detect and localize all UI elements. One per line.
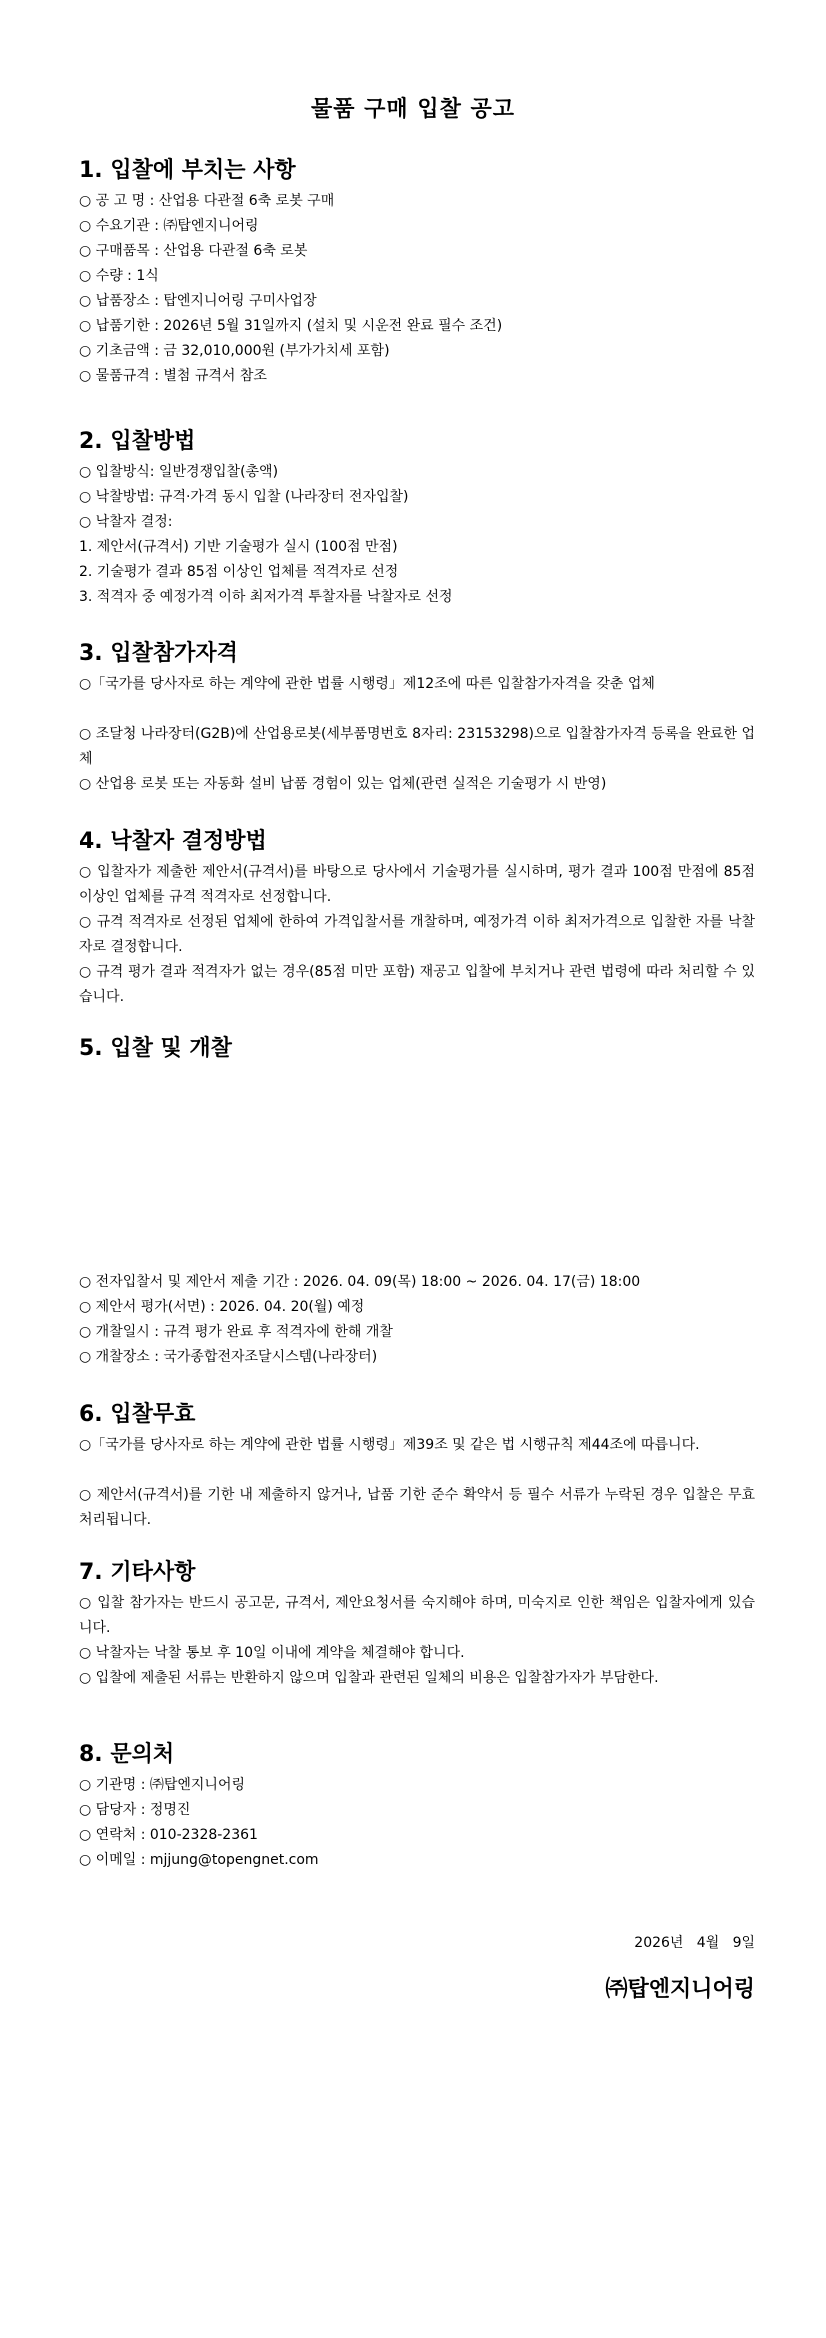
issuer-company: ㈜탑엔지니어링: [605, 1977, 755, 2002]
s8-item-email: ○ 이메일 : mjjung@topengnet.com: [79, 1852, 319, 1868]
notice-date: 2026년 4월 9일: [634, 1935, 755, 1951]
s5-item-opening-date: ○ 개찰일시 : 규격 평가 완료 후 적격자에 한해 개찰: [79, 1324, 393, 1340]
s2-step-3: 3. 적격자 중 예정가격 이하 최저가격 투찰자를 낙찰자로 선정: [79, 589, 453, 605]
s1-item-purchase-item: ○ 구매품목 : 산업용 다관절 6축 로봇: [79, 243, 308, 259]
s1-item-base-amount: ○ 기초금액 : 금 32,010,000원 (부가가치세 포함): [79, 343, 390, 359]
section-4-heading: 4. 낙찰자 결정방법: [79, 829, 267, 854]
s6-item-invalid: ○ 제안서(규격서)를 기한 내 제출하지 않거나, 납품 기한 준수 확약서 등 필수 서류가 누락된 경우 입찰은 무효 처리됩니다.: [79, 1487, 755, 1528]
s1-item-quantity: ○ 수량 : 1식: [79, 268, 159, 284]
s8-item-contact-person: ○ 담당자 : 정명진: [79, 1802, 191, 1818]
section-8-heading: 8. 문의처: [79, 1742, 175, 1767]
s4-item-price-open: ○ 규격 적격자로 선정된 업체에 한하여 가격입찰서를 개찰하며, 예정가격 이하 최저가격으로 입찰한 자를 낙찰자로 결정합니다.: [79, 914, 755, 955]
s2-item-award-decision: ○ 낙찰자 결정:: [79, 514, 173, 530]
s4-item-tech-eval: ○ 입찰자가 제출한 제안서(규격서)를 바탕으로 당사에서 기술평가를 실시하며, 평가 결과 100점 만점에 85점 이상인 업체를 규격 적격자로 선정합니다.: [79, 864, 755, 905]
s3-item-law: ○「국가를 당사자로 하는 계약에 관한 법률 시행령」제12조에 따른 입찰참가자격을 갖춘 업체: [79, 676, 655, 692]
s4-item-no-qualifier: ○ 규격 평가 결과 적격자가 없는 경우(85점 미만 포함) 재공고 입찰에 부치거나 관련 법령에 따라 처리할 수 있습니다.: [79, 964, 755, 1005]
s2-step-2: 2. 기술평가 결과 85점 이상인 업체를 적격자로 선정: [79, 564, 399, 580]
section-2-heading: 2. 입찰방법: [79, 429, 196, 454]
s1-item-delivery-place: ○ 납품장소 : 탑엔지니어링 구미사업장: [79, 293, 317, 309]
s1-item-spec: ○ 물품규격 : 별첨 규격서 참조: [79, 368, 267, 384]
document-title: 물품 구매 입찰 공고: [311, 97, 515, 122]
s1-item-notice-name: ○ 공 고 명 : 산업용 다관절 6축 로봇 구매: [79, 193, 335, 209]
section-7-heading: 7. 기타사항: [79, 1560, 196, 1585]
s5-item-opening-place: ○ 개찰장소 : 국가종합전자조달시스템(나라장터): [79, 1349, 378, 1365]
s1-item-demand-agency: ○ 수요기관 : ㈜탑엔지니어링: [79, 218, 259, 234]
s8-item-agency: ○ 기관명 : ㈜탑엔지니어링: [79, 1777, 245, 1793]
section-1-heading: 1. 입찰에 부치는 사항: [79, 158, 296, 183]
s7-item-documents: ○ 입찰에 제출된 서류는 반환하지 않으며 입찰과 관련된 일체의 비용은 입찰참가자가 부담한다.: [79, 1670, 659, 1686]
s5-item-evaluation: ○ 제안서 평가(서면) : 2026. 04. 20(월) 예정: [79, 1299, 365, 1315]
s2-item-bid-type: ○ 입찰방식: 일반경쟁입찰(총액): [79, 464, 279, 480]
s3-item-g2b: ○ 조달청 나라장터(G2B)에 산업용로봇(세부품명번호 8자리: 23153298)으로 입찰참가자격 등록을 완료한 업체: [79, 726, 755, 767]
s5-item-submission-period: ○ 전자입찰서 및 제안서 제출 기간 : 2026. 04. 09(목) 18:00 ~ 2026. 04. 17(금) 18:00: [79, 1274, 641, 1290]
s2-item-award-method: ○ 낙찰방법: 규격·가격 동시 입찰 (나라장터 전자입찰): [79, 489, 409, 505]
section-5-heading: 5. 입찰 및 개찰: [79, 1036, 232, 1061]
s3-item-experience: ○ 산업용 로봇 또는 자동화 설비 납품 경험이 있는 업체(관련 실적은 기술평가 시 반영): [79, 776, 607, 792]
section-3-heading: 3. 입찰참가자격: [79, 641, 238, 666]
section-6-heading: 6. 입찰무효: [79, 1402, 196, 1427]
s7-item-contract: ○ 낙찰자는 낙찰 통보 후 10일 이내에 계약을 체결해야 합니다.: [79, 1645, 465, 1661]
s1-item-delivery-deadline: ○ 납품기한 : 2026년 5월 31일까지 (설치 및 시운전 완료 필수 조건): [79, 318, 503, 334]
s2-step-1: 1. 제안서(규격서) 기반 기술평가 실시 (100점 만점): [79, 539, 398, 555]
s6-item-law: ○「국가를 당사자로 하는 계약에 관한 법률 시행령」제39조 및 같은 법 시행규칙 제44조에 따릅니다.: [79, 1437, 700, 1453]
s8-item-phone: ○ 연락처 : 010-2328-2361: [79, 1827, 258, 1843]
s7-item-responsibility: ○ 입찰 참가자는 반드시 공고문, 규격서, 제안요청서를 숙지해야 하며, 미숙지로 인한 책임은 입찰자에게 있습니다.: [79, 1595, 755, 1636]
